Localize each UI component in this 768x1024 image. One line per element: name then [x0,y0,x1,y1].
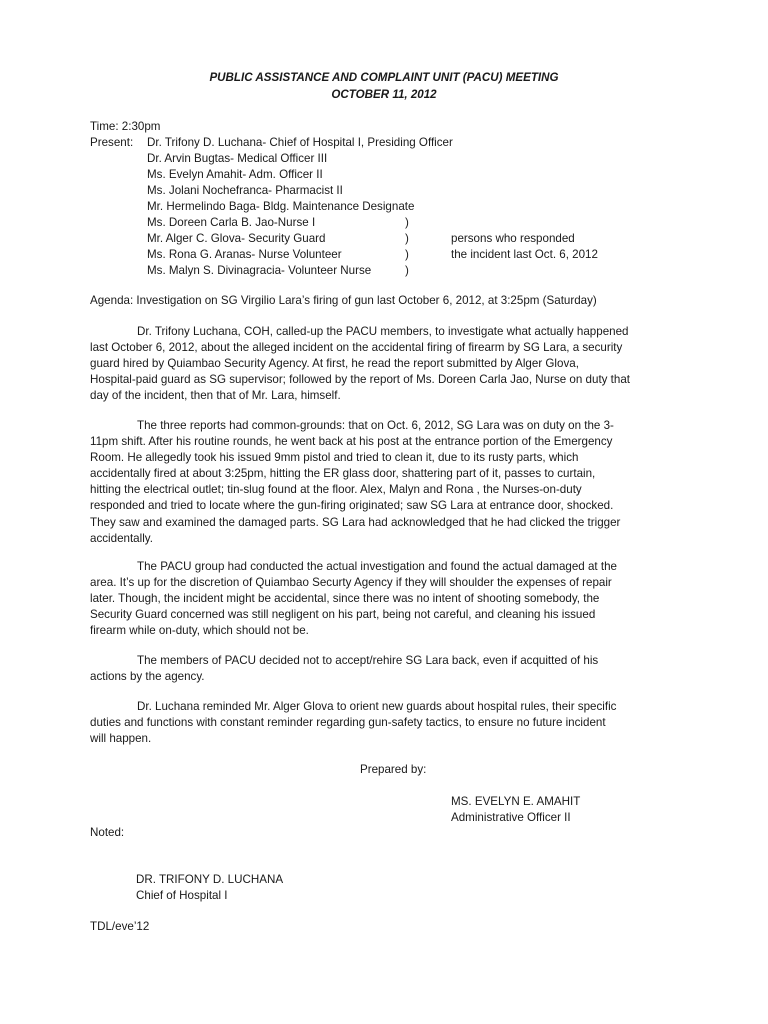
paragraph-line: hitting the electrical outlet; tin-slug found at the floor. Alex, Malyn and Rona , the Nurses-on-duty [90,483,582,497]
paragraph-line: last October 6, 2012, about the alleged incident on the accidental firing of firearm by SG Lara, a security [90,341,623,355]
body-paragraph [90,324,690,404]
paragraph-line: will happen. [90,732,152,746]
attendee-item: Ms. Doreen Carla B. Jao-Nurse I [147,216,316,229]
attendee-item: Dr. Trifony D. Luchana- Chief of Hospital I, Presiding Officer [147,136,453,149]
paragraph-line: Dr. Trifony Luchana, COH, called-up the PACU members, to investigate what actually happened [137,325,629,338]
body-paragraph [90,559,690,639]
paragraph-line: day of the incident, then that of Mr. Lara, himself. [90,389,341,403]
responder-bracket: ) [405,232,409,245]
attendee-item: Ms. Evelyn Amahit- Adm. Officer II [147,168,323,181]
present-label: Present: [90,136,134,149]
paragraph-line: They saw and examined the damaged parts. SG Lara had acknowledged that he had clicked the trigger [90,515,621,529]
paragraph-line: accidentally fired at about 3:25pm, hitting the ER glass door, shattering part of it, passes to curtain, [90,467,596,481]
responder-bracket: ) [405,264,409,277]
attendee-item: Ms. Malyn S. Divinagracia- Volunteer Nurse [147,264,372,277]
document-date: OCTOBER 11, 2012 [331,88,437,101]
paragraph-line: actions by the agency. [90,670,205,684]
paragraph-line: accidentally. [90,531,153,545]
noter-name: DR. TRIFONY D. LUCHANA [136,873,284,886]
attendee-item: Ms. Jolani Nochefranca- Pharmacist II [147,184,343,197]
paragraph-line: Dr. Luchana reminded Mr. Alger Glova to orient new guards about hospital rules, their specific [137,700,617,713]
paragraph-line: 11pm shift. After his routine rounds, he went back at his post at the entrance portion of the Emergency [90,435,613,449]
attendee-item: Dr. Arvin Bugtas- Medical Officer III [147,152,328,165]
paragraph-line: duties and functions with constant reminder regarding gun-safety tactics, to ensure no future incident [90,716,606,730]
meeting-time: Time: 2:30pm [90,120,161,133]
paragraph-line: Security Guard concerned was still negligent on his part, being not careful, and cleaning his issued [90,608,596,622]
preparer-position: Administrative Officer II [451,811,571,824]
preparer-name: MS. EVELYN E. AMAHIT [451,795,581,808]
paragraph-line: area. It’s up for the discretion of Quiambao Securty Agency if they will shoulder the expenses of repair [90,576,612,590]
noted-label: Noted: [90,826,125,839]
paragraph-line: later. Though, the incident might be accidental, since there was no intent of shooting somebody, the [90,592,600,606]
paragraph-line: Hospital-paid guard as SG supervisor; followed by the report of Ms. Doreen Carla Jao, Nurse on duty that [90,373,631,387]
responder-note-line: the incident last Oct. 6, 2012 [451,248,598,261]
reference-initials: TDL/eve’12 [90,920,150,933]
paragraph-line: firearm while on-duty, which should not be. [90,624,309,638]
attendee-item: Mr. Hermelindo Baga- Bldg. Maintenance Designate [147,200,415,213]
responder-bracket: ) [405,248,409,261]
paragraph-line: The three reports had common-grounds: that on Oct. 6, 2012, SG Lara was on duty on the 3- [137,419,614,432]
attendee-item: Ms. Rona G. Aranas- Nurse Volunteer [147,248,342,261]
paragraph-line: The PACU group had conducted the actual investigation and found the actual damaged at the [137,560,617,573]
attendee-item: Mr. Alger C. Glova- Security Guard [147,232,326,245]
body-paragraph [90,653,690,685]
responder-note-line: persons who responded [451,232,575,245]
paragraph-line: responded and tried to locate where the gun-firing originated; saw SG Lara at entrance door, shocked. [90,499,614,513]
body-paragraph [90,699,690,747]
paragraph-line: The members of PACU decided not to accept/rehire SG Lara back, even if acquitted of his [137,654,599,667]
noter-position: Chief of Hospital I [136,889,228,902]
prepared-by-label: Prepared by: [360,763,427,776]
responder-bracket: ) [405,216,409,229]
agenda-line: Agenda: Investigation on SG Virgilio Lara’s firing of gun last October 6, 2012, at 3:25pm (Saturday) [90,294,597,307]
body-paragraph [90,418,690,547]
paragraph-line: guard hired by Quiambao Security Agency. At first, he read the report submitted by Alger Glova, [90,357,579,371]
document-title: PUBLIC ASSISTANCE AND COMPLAINT UNIT (PACU) MEETING [209,71,559,84]
paragraph-line: Room. He allegedly took his issued 9mm pistol and tried to clean it, due to its rusty parts, which [90,451,579,465]
